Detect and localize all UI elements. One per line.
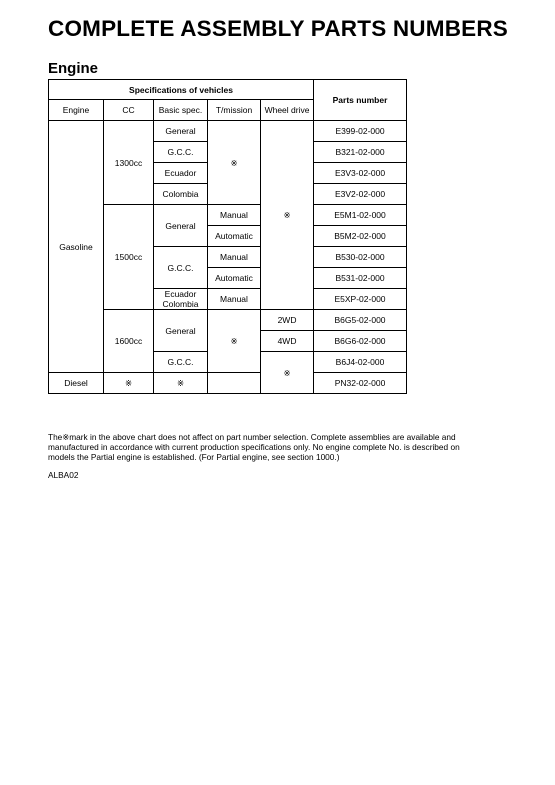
basic-spec-cell: Colombia [154, 184, 208, 205]
table-row [49, 373, 407, 394]
part-number-cell: B6G5-02-000 [314, 310, 407, 331]
tmission-cell: Manual [208, 247, 261, 268]
table-row [49, 121, 407, 142]
basic-spec-cell: General [154, 205, 208, 247]
engine-cell-diesel: Diesel [49, 373, 104, 394]
tmission-cell: Manual [208, 289, 261, 310]
part-number-cell: B531-02-000 [314, 268, 407, 289]
basic-spec-cell: G.C.C. [154, 142, 208, 163]
empty-cell [208, 373, 261, 394]
basic-spec-cell: General [154, 121, 208, 142]
section-title: Engine [48, 60, 99, 77]
col-header-engine: Engine [49, 100, 104, 121]
part-number-cell: E3V3-02-000 [314, 163, 407, 184]
col-header-basic-spec: Basic spec. [154, 100, 208, 121]
tmission-cell: Automatic [208, 268, 261, 289]
part-number-cell: B6G6-02-000 [314, 331, 407, 352]
wheel-drive-cell: 2WD [261, 310, 314, 331]
page-title: COMPLETE ASSEMBLY PARTS NUMBERS [48, 16, 509, 41]
part-number-cell: B6J4-02-000 [314, 352, 407, 373]
footnote: The※mark in the above chart does not affect on part number selection. Complete assemblies are available and manufactured in accordance with current production specifications only. No engine complete No. is described on models the Partial engine is established. (For Partial engine, see section 1000.) [48, 432, 460, 462]
mark-cell: ※ [154, 373, 208, 394]
part-number-cell: E3V2-02-000 [314, 184, 407, 205]
col-header-wheel-drive: Wheel drive [261, 100, 314, 121]
engine-cell-gasoline: Gasoline [49, 121, 104, 373]
mark-cell: ※ [208, 310, 261, 373]
part-number-cell: B321-02-000 [314, 142, 407, 163]
basic-spec-cell: General [154, 310, 208, 352]
mark-cell: ※ [104, 373, 154, 394]
basic-spec-line: Ecuador [164, 289, 197, 299]
tmission-cell: Manual [208, 205, 261, 226]
engine-parts-table [48, 79, 407, 394]
mark-cell: ※ [208, 121, 261, 205]
mark-cell: ※ [261, 121, 314, 310]
document-code: ALBA02 [48, 470, 79, 480]
basic-spec-cell: G.C.C. [154, 352, 208, 373]
basic-spec-cell: Ecuador [154, 163, 208, 184]
part-number-cell: B530-02-000 [314, 247, 407, 268]
parts-number-header: Parts number [314, 80, 407, 121]
basic-spec-cell: G.C.C. [154, 247, 208, 289]
basic-spec-line: Colombia [162, 299, 199, 309]
cc-cell-1600: 1600cc [104, 310, 154, 373]
cc-cell-1300: 1300cc [104, 121, 154, 205]
part-number-cell: E399-02-000 [314, 121, 407, 142]
part-number-cell: PN32-02-000 [314, 373, 407, 394]
col-header-tmission: T/mission [208, 100, 261, 121]
tmission-cell: Automatic [208, 226, 261, 247]
mark-cell: ※ [261, 352, 314, 394]
spec-header: Specifications of vehicles [49, 80, 314, 100]
part-number-cell: E5XP-02-000 [314, 289, 407, 310]
part-number-cell: B5M2-02-000 [314, 226, 407, 247]
cc-cell-1500: 1500cc [104, 205, 154, 310]
wheel-drive-cell: 4WD [261, 331, 314, 352]
basic-spec-cell-ecuador-colombia [154, 289, 208, 310]
part-number-cell: E5M1-02-000 [314, 205, 407, 226]
col-header-cc: CC [104, 100, 154, 121]
